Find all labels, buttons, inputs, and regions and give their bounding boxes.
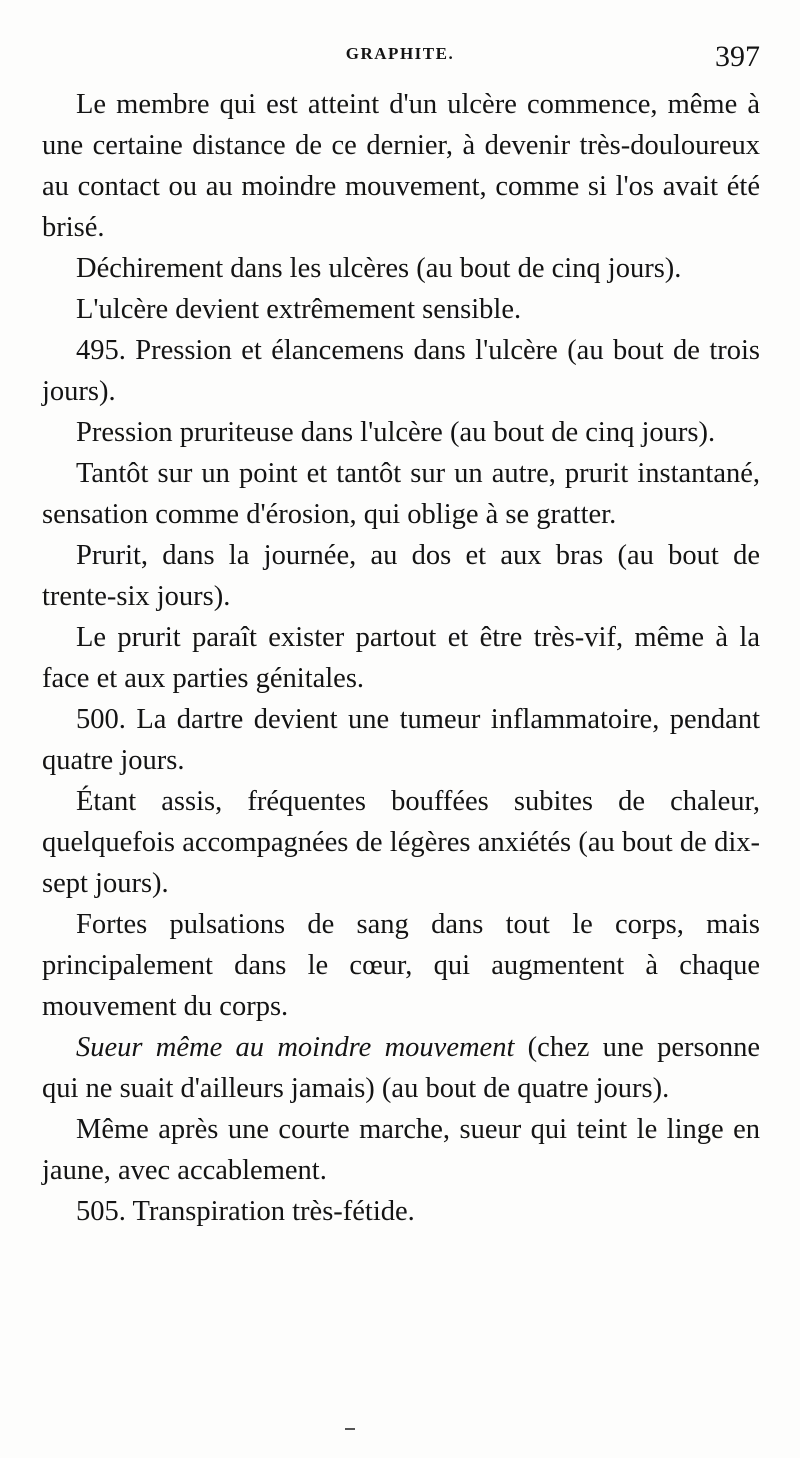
paragraph: Pression pruriteuse dans l'ulcère (au bout de cinq jours). [76, 417, 716, 448]
footer-mark [345, 1428, 355, 1430]
paragraph [42, 1027, 760, 1109]
paragraph: Fortes pulsations de sang dans tout le corps, mais principalement dans le cœur, qui augmentent à chaque mouvement du corps. [42, 909, 760, 1022]
paragraph: Tantôt sur un point et tantôt sur un autre, prurit instantané, sensation comme d'érosion, qui oblige à se gratter. [42, 458, 760, 530]
paragraph: 500. La dartre devient une tumeur inflammatoire, pendant quatre jours. [42, 704, 760, 776]
paragraph: 495. Pression et élancemens dans l'ulcère (au bout de trois jours). [42, 335, 760, 407]
paragraph: Étant assis, fréquentes bouffées subites de chaleur, quelquefois accompagnées de légères anxiétés (au bout de dix-sept jours). [42, 786, 760, 899]
paragraph: L'ulcère devient extrêmement sensible. [76, 294, 522, 325]
paragraph: Prurit, dans la journée, au dos et aux bras (au bout de trente-six jours). [42, 540, 760, 612]
paragraph-rest: (chez une personne qui ne suait d'ailleurs jamais) (au bout de quatre jours). [42, 1032, 760, 1104]
paragraph: Même après une courte marche, sueur qui teint le linge en jaune, avec accablement. [42, 1114, 760, 1186]
body-text [42, 84, 760, 1232]
paragraph: Le prurit paraît exister partout et être très-vif, même à la face et aux parties génitales. [42, 622, 760, 694]
paragraph: Le membre qui est atteint d'un ulcère commence, même à une certaine distance de ce dernier, à devenir très-douloureux au contact ou au moindre mouvement, comme si l'os avait été brisé. [42, 89, 760, 243]
running-head: GRAPHITE. [345, 44, 455, 63]
page-header [40, 40, 760, 80]
paragraph: Déchirement dans les ulcères (au bout de cinq jours). [76, 253, 682, 284]
italic-phrase: Sueur même au moindre mouvement [76, 1032, 515, 1063]
paragraph: 505. Transpiration très-fétide. [76, 1196, 415, 1227]
page-number: 397 [715, 40, 760, 73]
